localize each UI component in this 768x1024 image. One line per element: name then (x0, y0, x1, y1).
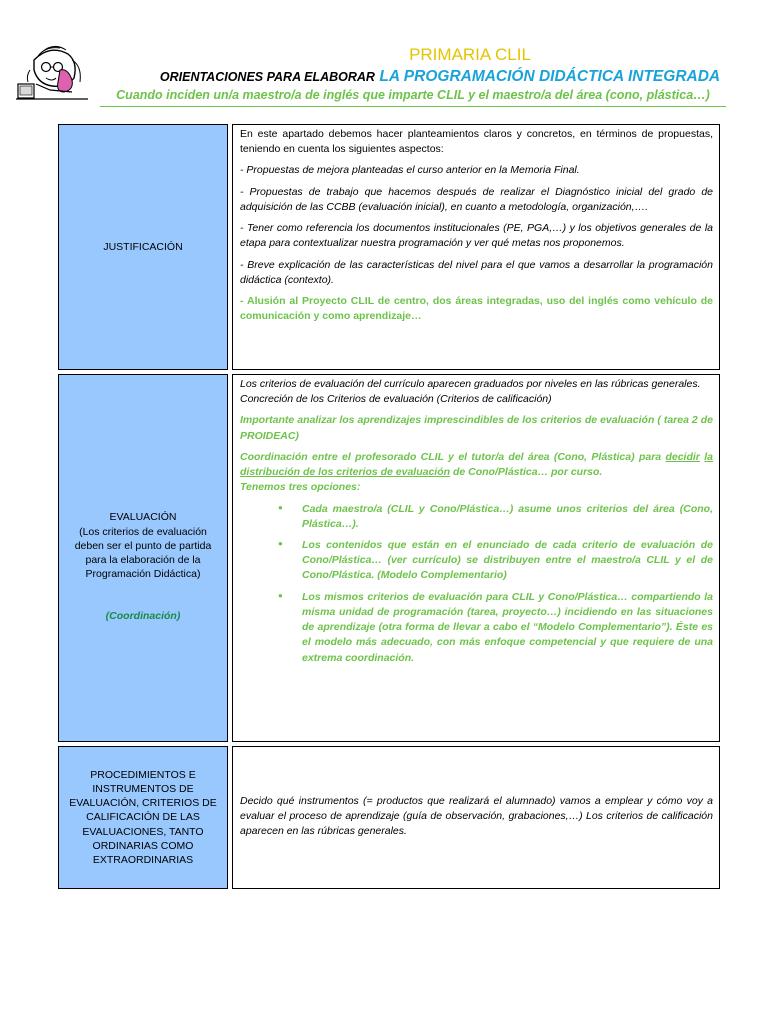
content-cell-evaluacion (232, 374, 720, 742)
procedimientos-text: Decido qué instrumentos (= productos que realizará el alumnado) vamos a emplear y cómo voy a evaluar el proceso de aprendizaje (guía de observación, grabaciones,…) Los criterios de calificación aparecen en las rúbricas generales. (240, 794, 713, 838)
list-item: ● Cada maestro/a (CLIL y Cono/Plástica…) asume unos criterios del área (Cono, Plástica…). (302, 502, 713, 532)
list-item: ● Los mismos criterios de evaluación para CLIL y Cono/Plástica… compartiendo la misma unidad de programación (tarea, proyecto…) incidiendo en las situaciones de aprendizaje (otra forma de llevar a cabo el “Modelo Complementario”). Éste es el modelo más adecuado, con más enfoque competencial y que requiere de una extrema coordinación. (302, 590, 713, 666)
label-evaluacion-note: (Los criterios de evaluación deben ser el punto de partida para la elaboración de la Programación Didáctica) (74, 525, 212, 581)
justificacion-item-5: - Alusión al Proyecto CLIL de centro, dos áreas integradas, uso del inglés como vehículo de comunicación y como aprendizaje… (240, 294, 713, 323)
evaluacion-p1: Los criterios de evaluación del currículo aparecen graduados por niveles en las rúbricas generales. (240, 378, 701, 390)
subtitle-main: LA PROGRAMACIÓN DIDÁCTICA INTEGRADA (379, 68, 721, 85)
label-coordinacion: (Coordinación) (105, 610, 181, 623)
justificacion-item-2: - Propuestas de trabajo que hacemos después de realizar el Diagnóstico inicial del grado de adquisición de las CCBB (evaluación inicial), en cuanto a metodología, organización,…. (240, 185, 713, 213)
justificacion-intro: En este apartado debemos hacer planteamientos claros y concretos, en términos de propuestas, teniendo en cuenta los siguientes aspectos: (240, 128, 713, 156)
document-title: PRIMARIA CLIL (409, 45, 531, 64)
header-divider (100, 106, 726, 107)
list-item: ● Los contenidos que están en el enunciado de cada criterio de evaluación de Cono/Plástica… (ver currículo) se distribuyen entre el maestro/a CLIL y el de Cono/Plástica. (Modelo Complementario) (302, 538, 713, 584)
label-cell-evaluacion (58, 374, 228, 742)
label-cell-justificacion (58, 124, 228, 370)
content-cell-justificacion (232, 124, 720, 370)
label-procedimientos: PROCEDIMIENTOS E INSTRUMENTOS DE EVALUACIÓN, CRITERIOS DE CALIFICACIÓN DE LAS EVALUACIONES, TANTO ORDINARIAS COMO EXTRAORDINARIAS (69, 768, 217, 866)
evaluacion-p4-underline-2: la distribución de los criterios de evaluación (240, 450, 714, 479)
justificacion-item-1: - Propuestas de mejora planteadas el curso anterior en la Memoria Final. (240, 164, 580, 177)
document-subtitle (120, 68, 760, 86)
evaluacion-p4-end: de Cono/Plástica… por curso. (450, 466, 603, 479)
content-cell-procedimientos (232, 746, 720, 889)
label-evaluacion: EVALUACIÓN (109, 511, 177, 524)
evaluacion-p4-underline-1: decidir (665, 450, 700, 463)
evaluacion-p3: Importante analizar los aprendizajes imprescindibles de los criterios de evaluación ( tarea 2 de PROIDEAC) (240, 414, 713, 442)
evaluacion-p2: Concreción de los Criterios de evaluación (Criterios de calificación) (240, 393, 552, 406)
document-context-line: Cuando inciden un/a maestro/a de inglés que imparte CLIL y el maestro/a del área (cono, plástica…) (116, 88, 710, 102)
page-header (0, 0, 768, 110)
evaluacion-p4 (240, 450, 713, 496)
evaluacion-p4-start: Coordinación entre el profesorado CLIL y el tutor/a del área (Cono, Plástica) para (240, 450, 666, 463)
justificacion-item-3: - Tener como referencia los documentos institucionales (PE, PGA,…) y los objetivos generales de la etapa para contextualizar nuestra programación y ver qué metas nos proponemos. (240, 222, 713, 250)
evaluacion-p4-options: Tenemos tres opciones: (240, 481, 361, 494)
label-cell-procedimientos (58, 746, 228, 889)
evaluacion-options-list (240, 502, 713, 666)
label-justificacion: JUSTIFICACIÓN (103, 240, 183, 253)
subtitle-prefix: ORIENTACIONES PARA ELABORAR (159, 70, 375, 84)
justificacion-item-4: - Breve explicación de las características del nivel para el que vamos a desarrollar la programación didáctica (contexto). (240, 258, 713, 286)
teacher-clipart-icon (16, 40, 90, 102)
